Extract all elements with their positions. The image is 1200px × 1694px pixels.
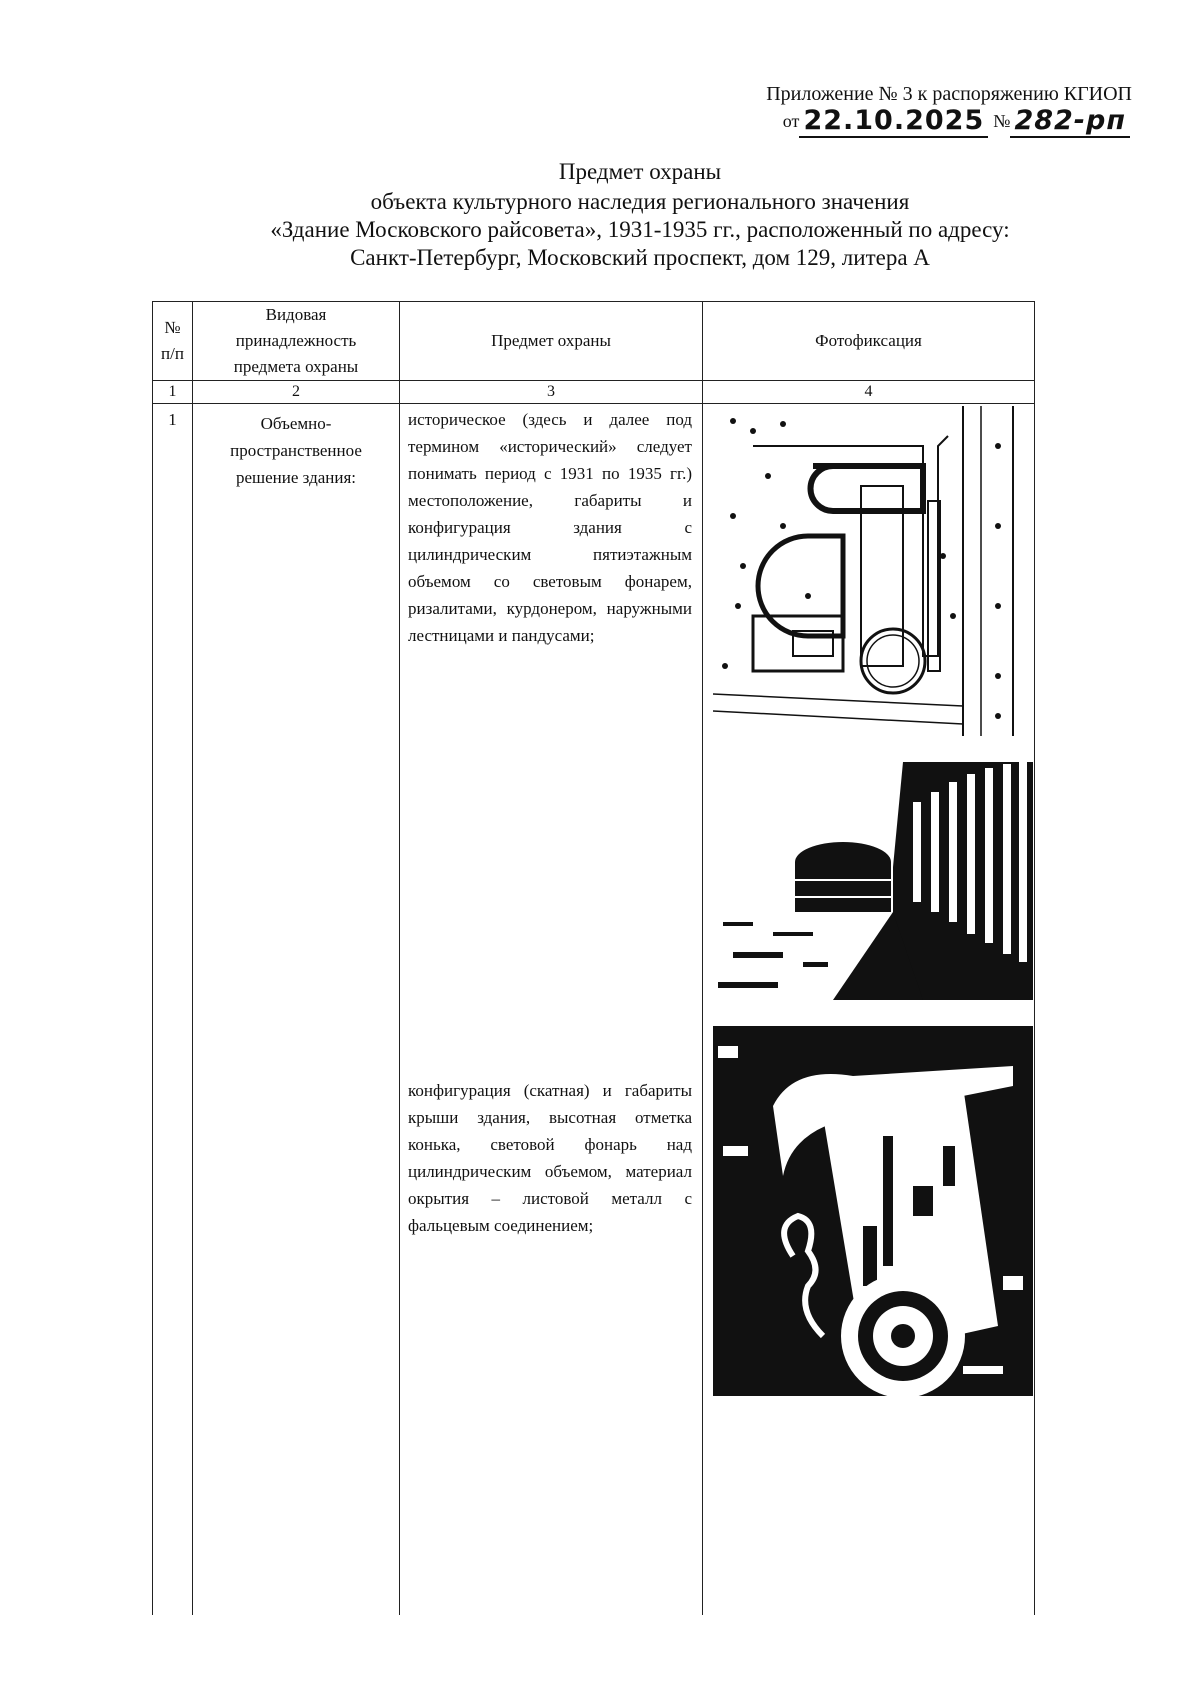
- title-line-1: Предмет охраны: [558, 159, 722, 184]
- header-type-line-2: принадлежность: [235, 331, 357, 350]
- row-type-line-3: решение здания:: [235, 468, 356, 487]
- column-number-row: [153, 381, 1035, 404]
- header-type: [193, 302, 400, 381]
- header-number-line-1: №: [164, 318, 181, 337]
- column-number: 3: [400, 381, 703, 404]
- handwritten-date: 22.10.2025: [799, 105, 988, 138]
- title-line-4: Санкт-Петербург, Московский проспект, дом 129, литера А: [350, 245, 930, 270]
- appendix-reference: Приложение № 3 к распоряжению КГИОП: [766, 83, 1132, 105]
- column-number: 1: [153, 381, 193, 404]
- header-type-line-1: Видовая: [265, 305, 327, 324]
- subject-text-location: историческое (здесь и далее под термином «исторический» следует понимать период с 1931 по 1935 гг.) местоположение, габариты и конфигурация здания с цилиндрическим пятиэтажным объемом со световым фонарем, ризалитами, курдонером, наружными лестницами и пандусами;: [408, 410, 692, 645]
- document-title: [0, 158, 1200, 272]
- date-prefix: от: [782, 111, 800, 131]
- table-row: [153, 404, 1035, 1617]
- handwritten-order-number: 282-рп: [1010, 105, 1130, 138]
- header-type-line-3: предмета охраны: [233, 357, 359, 376]
- row-photo-cell: [703, 404, 1035, 1617]
- header-number: [153, 302, 193, 381]
- row-type-cell: [193, 404, 400, 1617]
- row-type: [193, 404, 399, 491]
- header-subject: Предмет охраны: [400, 302, 703, 381]
- approval-line: [670, 105, 1130, 148]
- aerial-roof-photo-icon: [713, 1026, 1033, 1396]
- row-subject-cell: [400, 404, 703, 1617]
- title-line-3: «Здание Московского райсовета», 1931-1935 гг., расположенный по адресу:: [270, 217, 1010, 242]
- protection-subject-table: [152, 301, 1035, 1617]
- row-number: 1: [168, 410, 177, 429]
- title-line-2: объекта культурного наследия регионального значения: [370, 189, 910, 214]
- street-view-photo-icon: [713, 762, 1033, 1000]
- table-header-row: [153, 302, 1035, 381]
- header-number-line-2: п/п: [161, 344, 184, 363]
- subject-text-roof: конфигурация (скатная) и габариты крыши здания, высотная отметка конька, световой фонарь над цилиндрическим объемом, материал окрытия – листовой металл с фальцевым соединением;: [408, 1081, 692, 1235]
- number-prefix: №: [993, 111, 1011, 131]
- header-photo: Фотофиксация: [703, 302, 1035, 381]
- column-number: 2: [193, 381, 400, 404]
- site-plan-map-icon: [713, 406, 1033, 736]
- page-bottom-edge: [152, 1615, 1152, 1627]
- row-number-cell: [153, 404, 193, 1617]
- row-type-line-2: пространственное: [230, 441, 362, 460]
- row-type-line-1: Объемно-: [260, 414, 332, 433]
- column-number: 4: [703, 381, 1035, 404]
